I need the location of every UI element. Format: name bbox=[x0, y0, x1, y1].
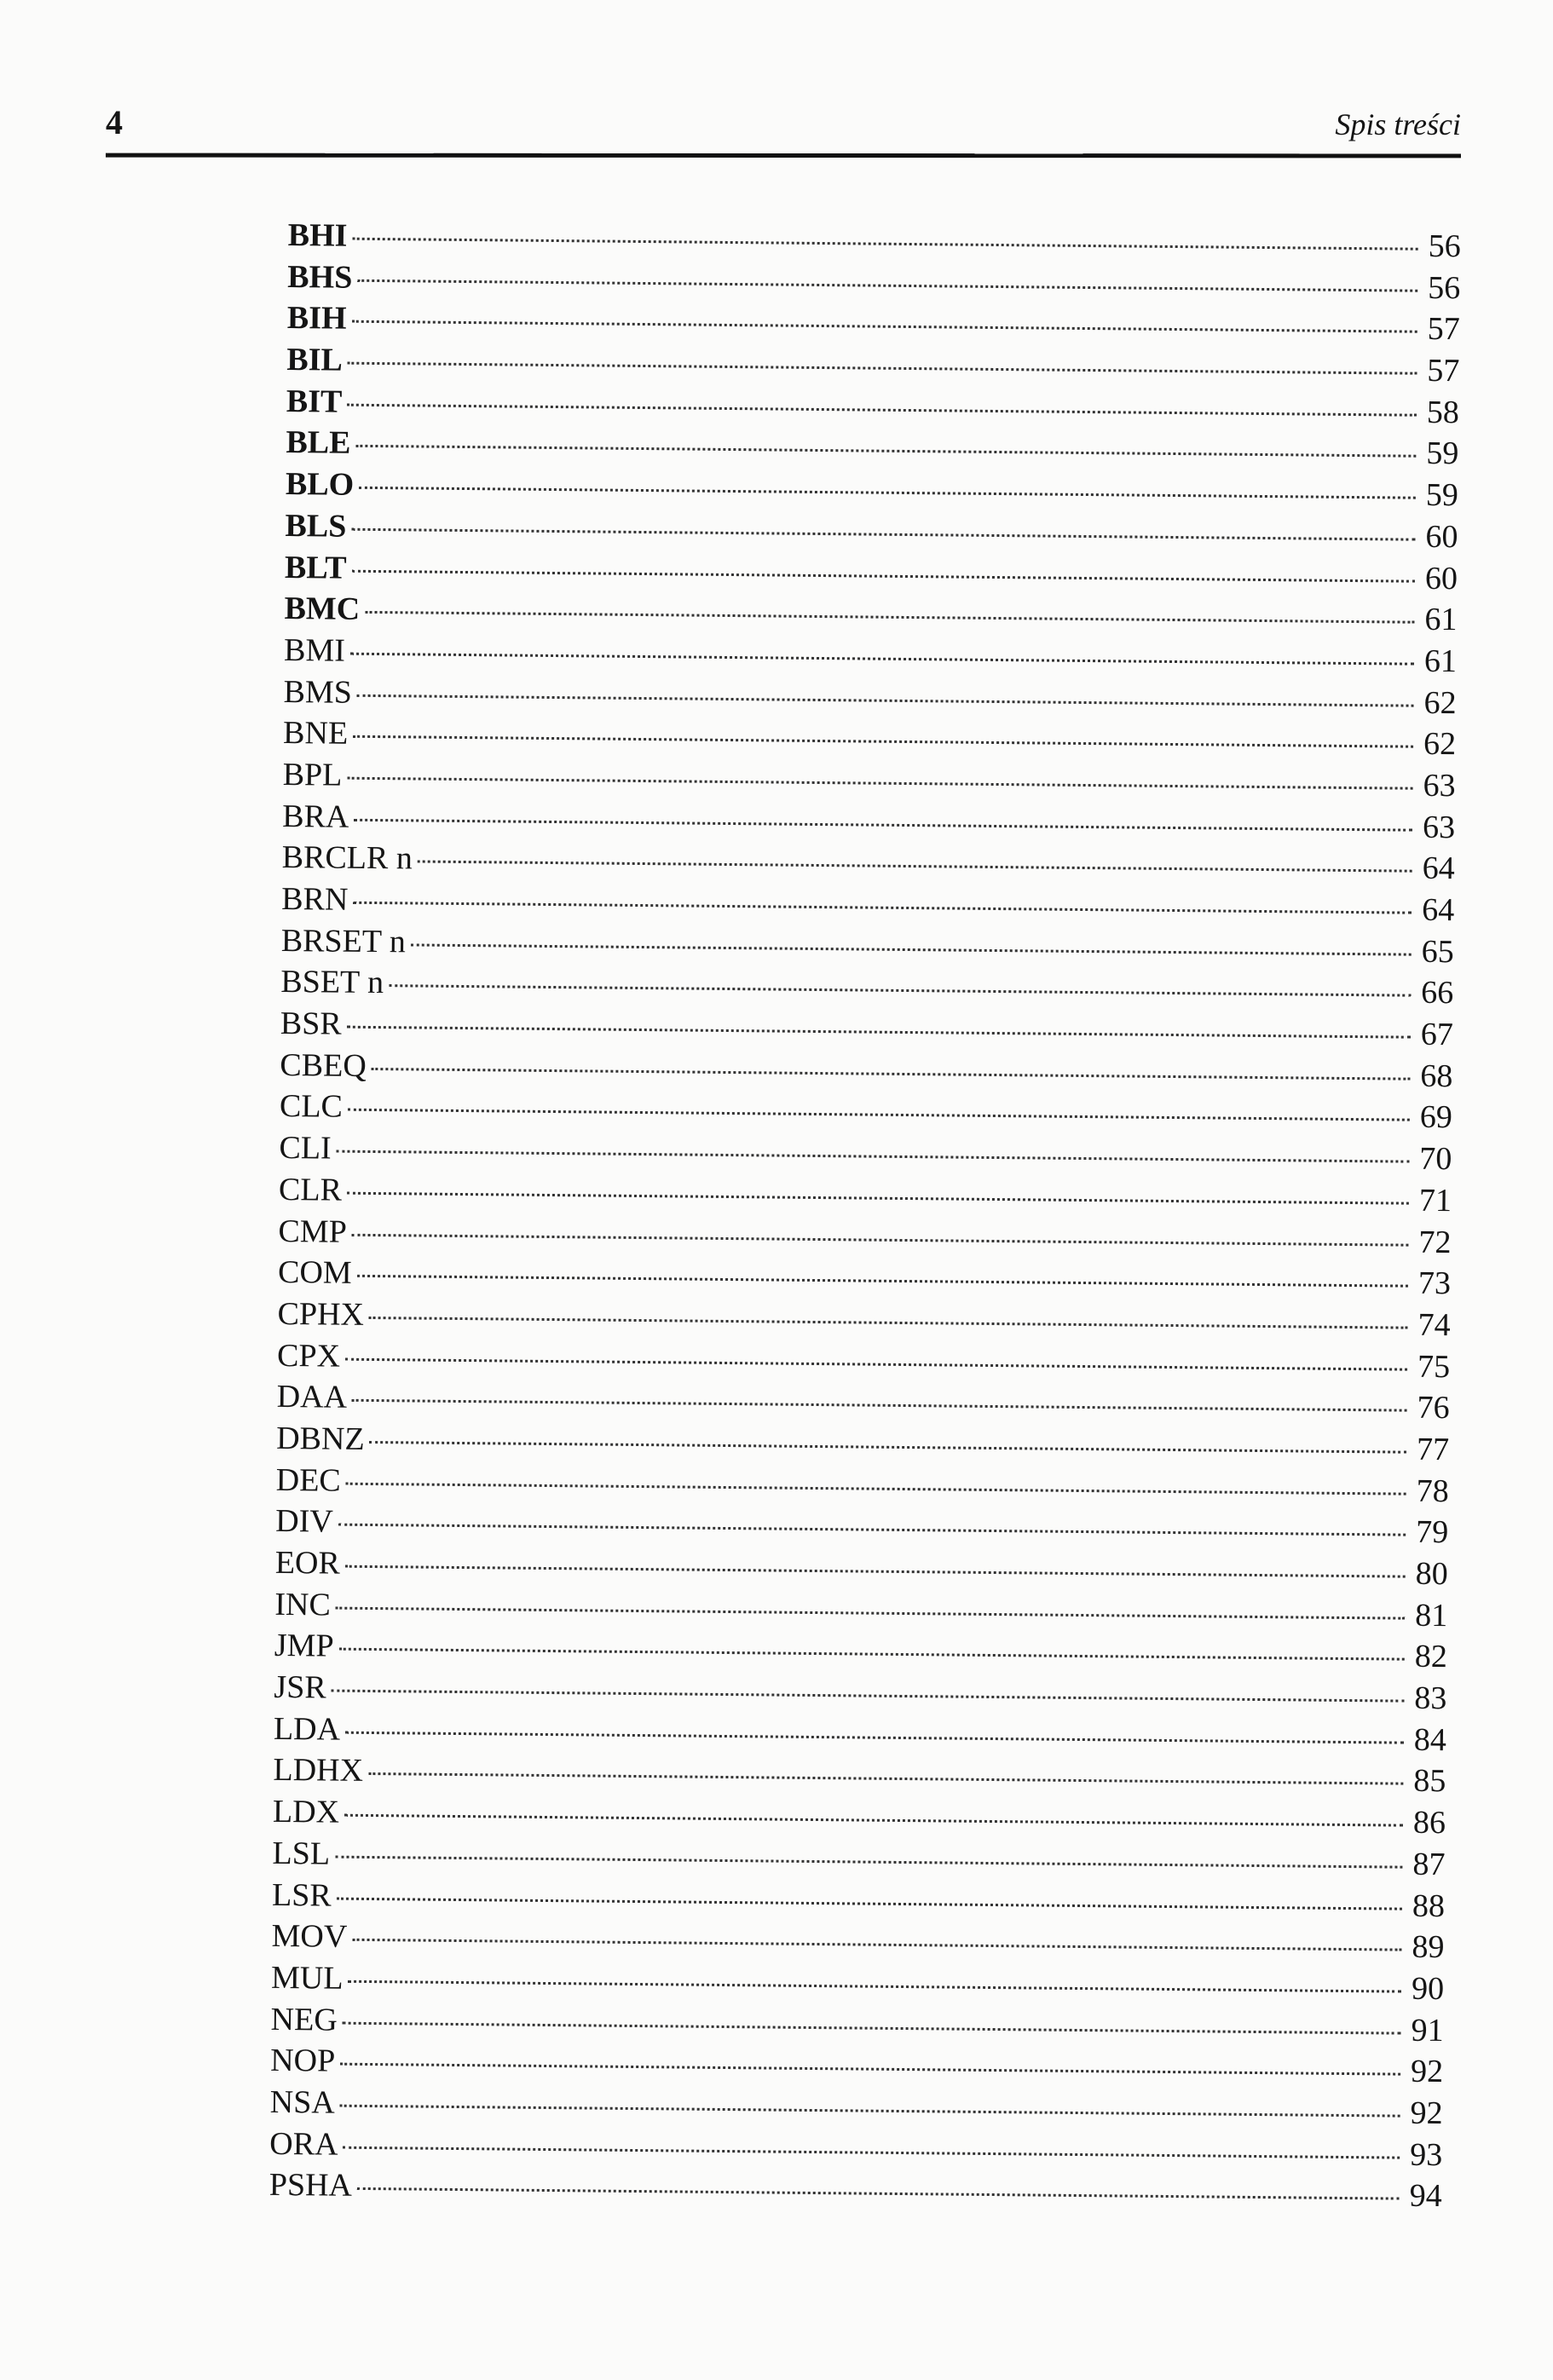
dot-leader bbox=[368, 1772, 1403, 1785]
toc-entry-label: COM bbox=[277, 1254, 352, 1291]
dot-leader bbox=[365, 611, 1414, 624]
toc-entry-page: 58 bbox=[1426, 394, 1460, 430]
toc-entry-page: 59 bbox=[1425, 476, 1459, 514]
dot-leader bbox=[332, 1690, 1405, 1703]
dot-leader bbox=[353, 902, 1412, 914]
toc-entry-label: LDA bbox=[273, 1710, 341, 1748]
toc-entry-page: 60 bbox=[1425, 518, 1458, 556]
dot-leader bbox=[370, 1441, 1407, 1454]
toc-entry-page: 60 bbox=[1424, 560, 1458, 596]
toc-entry-page: 76 bbox=[1417, 1390, 1450, 1426]
toc-entry-page: 73 bbox=[1417, 1265, 1452, 1302]
dot-leader bbox=[336, 1606, 1406, 1619]
toc-entry-page: 72 bbox=[1418, 1224, 1452, 1260]
toc-entry-label: BHS bbox=[287, 258, 353, 296]
toc-entry-page: 64 bbox=[1422, 891, 1455, 929]
toc-entry-label: BLT bbox=[284, 549, 347, 586]
toc-entry-page: 77 bbox=[1416, 1431, 1450, 1468]
toc-entry-label: DAA bbox=[276, 1379, 348, 1415]
toc-entry-label: CPX bbox=[276, 1337, 341, 1374]
table-of-contents bbox=[269, 215, 1461, 2217]
toc-entry-page: 88 bbox=[1412, 1887, 1446, 1924]
dot-leader bbox=[352, 569, 1415, 582]
header-rule bbox=[106, 153, 1461, 158]
toc-entry-page: 71 bbox=[1418, 1182, 1452, 1219]
toc-entry-page: 81 bbox=[1415, 1597, 1448, 1634]
toc-entry-page: 85 bbox=[1413, 1763, 1446, 1800]
dot-leader bbox=[338, 1524, 1406, 1536]
toc-entry-label: LDX bbox=[272, 1794, 340, 1830]
toc-entry-page: 57 bbox=[1427, 352, 1460, 389]
toc-entry-label: DBNZ bbox=[276, 1420, 365, 1457]
toc-entry-page: 62 bbox=[1423, 684, 1457, 721]
toc-entry-label: LDHX bbox=[273, 1752, 364, 1789]
toc-entry-label: NOP bbox=[270, 2043, 336, 2079]
toc-entry-label: CBEQ bbox=[280, 1046, 367, 1084]
dot-leader bbox=[347, 403, 1416, 416]
dot-leader bbox=[352, 1939, 1401, 1951]
toc-entry-page: 63 bbox=[1423, 767, 1456, 804]
toc-entry-page: 92 bbox=[1410, 2095, 1443, 2132]
dot-leader bbox=[352, 1399, 1407, 1412]
toc-entry-page: 56 bbox=[1428, 228, 1461, 265]
dot-leader bbox=[354, 818, 1412, 831]
dot-leader bbox=[357, 1275, 1408, 1288]
toc-entry-page: 64 bbox=[1422, 850, 1455, 887]
toc-entry-label: BIT bbox=[286, 383, 343, 420]
dot-leader bbox=[344, 1814, 1403, 1827]
toc-entry-label: JMP bbox=[274, 1628, 334, 1664]
toc-entry-label: BIH bbox=[286, 300, 347, 337]
dot-leader bbox=[357, 2187, 1400, 2200]
toc-entry-label: BRN bbox=[281, 880, 349, 918]
toc-entry-page: 61 bbox=[1423, 643, 1458, 680]
toc-entry-page: 59 bbox=[1426, 435, 1459, 472]
dot-leader bbox=[348, 1109, 1410, 1121]
toc-entry-page: 82 bbox=[1414, 1639, 1448, 1675]
dot-leader bbox=[353, 735, 1413, 748]
dot-leader bbox=[351, 528, 1415, 541]
toc-entry-label: BLE bbox=[286, 424, 351, 462]
dot-leader bbox=[411, 943, 1412, 955]
running-header-title: Spis treści bbox=[1335, 107, 1461, 141]
dot-leader bbox=[347, 777, 1412, 790]
dot-leader bbox=[346, 1482, 1406, 1495]
dot-leader bbox=[337, 1897, 1402, 1910]
toc-entry-page: 80 bbox=[1415, 1555, 1448, 1593]
toc-entry-page: 75 bbox=[1417, 1348, 1451, 1385]
dot-leader bbox=[340, 2063, 1400, 2076]
toc-entry-label: MUL bbox=[270, 1959, 344, 1997]
toc-entry-page: 92 bbox=[1410, 2053, 1444, 2090]
dot-leader bbox=[418, 861, 1412, 873]
toc-entry-label: CLC bbox=[279, 1088, 344, 1126]
dot-leader bbox=[345, 1357, 1407, 1370]
toc-entry-label: BLO bbox=[285, 466, 355, 503]
toc-entry-label: BRSET n bbox=[280, 922, 407, 960]
toc-entry-page: 63 bbox=[1422, 809, 1456, 845]
toc-entry-page: 84 bbox=[1413, 1721, 1447, 1758]
toc-entry-label: INC bbox=[274, 1586, 331, 1623]
toc-entry-label: NSA bbox=[269, 2083, 335, 2121]
toc-entry-label: BMS bbox=[283, 673, 353, 711]
toc-entry-page: 56 bbox=[1428, 269, 1461, 306]
toc-entry-page: 89 bbox=[1412, 1928, 1445, 1966]
toc-entry-label: MOV bbox=[271, 1918, 348, 1955]
dot-leader bbox=[355, 445, 1416, 458]
toc-entry-label: PSHA bbox=[268, 2167, 353, 2204]
dot-leader bbox=[345, 1731, 1404, 1743]
toc-entry-label: DIV bbox=[275, 1503, 334, 1540]
dot-leader bbox=[349, 1980, 1402, 1993]
toc-entry-label: BMI bbox=[283, 631, 346, 669]
toc-entry-page: 66 bbox=[1421, 975, 1454, 1011]
toc-entry-page: 94 bbox=[1409, 2178, 1442, 2215]
toc-entry-page: 83 bbox=[1414, 1680, 1447, 1717]
dot-leader bbox=[345, 1565, 1406, 1578]
page-number: 4 bbox=[106, 103, 123, 141]
toc-entry-label: CPHX bbox=[277, 1295, 365, 1333]
toc-entry-label: CMP bbox=[278, 1213, 348, 1250]
dot-leader bbox=[357, 279, 1417, 291]
dot-leader bbox=[359, 487, 1416, 499]
dot-leader bbox=[389, 985, 1411, 998]
dot-leader bbox=[369, 1317, 1408, 1329]
toc-entry-page: 67 bbox=[1420, 1016, 1454, 1053]
toc-entry-label: BIL bbox=[286, 342, 344, 378]
toc-entry-page: 93 bbox=[1410, 2136, 1443, 2173]
dot-leader bbox=[372, 1068, 1411, 1081]
dot-leader bbox=[347, 1192, 1409, 1205]
toc-entry-label: JSR bbox=[274, 1668, 326, 1706]
toc-entry-label: BMC bbox=[284, 591, 361, 628]
dot-leader bbox=[351, 320, 1417, 333]
dot-leader bbox=[357, 694, 1414, 706]
dot-leader bbox=[352, 238, 1417, 251]
toc-entry-label: BSR bbox=[280, 1006, 342, 1042]
toc-entry-page: 68 bbox=[1420, 1057, 1453, 1094]
toc-entry-page: 57 bbox=[1427, 311, 1460, 348]
dot-leader bbox=[350, 653, 1414, 666]
dot-leader bbox=[339, 1648, 1405, 1661]
toc-entry-label: LSR bbox=[271, 1876, 332, 1914]
toc-entry-label: NEG bbox=[270, 2001, 338, 2038]
toc-entry-label: BRCLR n bbox=[281, 839, 413, 877]
toc-entry-label: BNE bbox=[282, 715, 349, 752]
dot-leader bbox=[337, 1150, 1410, 1163]
toc-entry-label: BPL bbox=[282, 756, 343, 793]
dot-leader bbox=[343, 2021, 1401, 2034]
toc-entry-label: BHI bbox=[287, 216, 348, 254]
toc-entry-label: CLI bbox=[279, 1130, 332, 1167]
dot-leader bbox=[335, 1855, 1402, 1868]
toc-entry-page: 62 bbox=[1423, 726, 1457, 763]
toc-entry-label: DEC bbox=[275, 1461, 341, 1499]
toc-entry-page: 74 bbox=[1417, 1306, 1451, 1344]
dot-leader bbox=[340, 2105, 1400, 2118]
toc-entry-page: 79 bbox=[1416, 1514, 1449, 1551]
toc-entry-label: BRA bbox=[282, 798, 349, 835]
toc-entry-page: 86 bbox=[1412, 1804, 1446, 1841]
toc-entry-label: ORA bbox=[269, 2125, 338, 2163]
toc-entry-page: 69 bbox=[1419, 1099, 1453, 1136]
toc-entry-page: 90 bbox=[1411, 1970, 1445, 2007]
toc-entry-page: 61 bbox=[1424, 602, 1458, 638]
dot-leader bbox=[348, 362, 1417, 375]
toc-entry-label: BLS bbox=[285, 507, 347, 545]
toc-entry-label: CLR bbox=[278, 1171, 343, 1208]
toc-entry-label: EOR bbox=[274, 1544, 341, 1582]
toc-entry-page: 65 bbox=[1421, 933, 1454, 970]
toc-entry-page: 78 bbox=[1416, 1472, 1449, 1509]
toc-entry-label: BSET n bbox=[280, 964, 384, 1001]
dot-leader bbox=[347, 1026, 1411, 1039]
dot-leader bbox=[343, 2146, 1400, 2158]
toc-entry-page: 70 bbox=[1419, 1140, 1452, 1178]
toc-entry-page: 87 bbox=[1412, 1846, 1446, 1882]
toc-entry-label: LSL bbox=[272, 1835, 331, 1872]
toc-entry-page: 91 bbox=[1411, 2012, 1444, 2049]
dot-leader bbox=[352, 1233, 1409, 1246]
